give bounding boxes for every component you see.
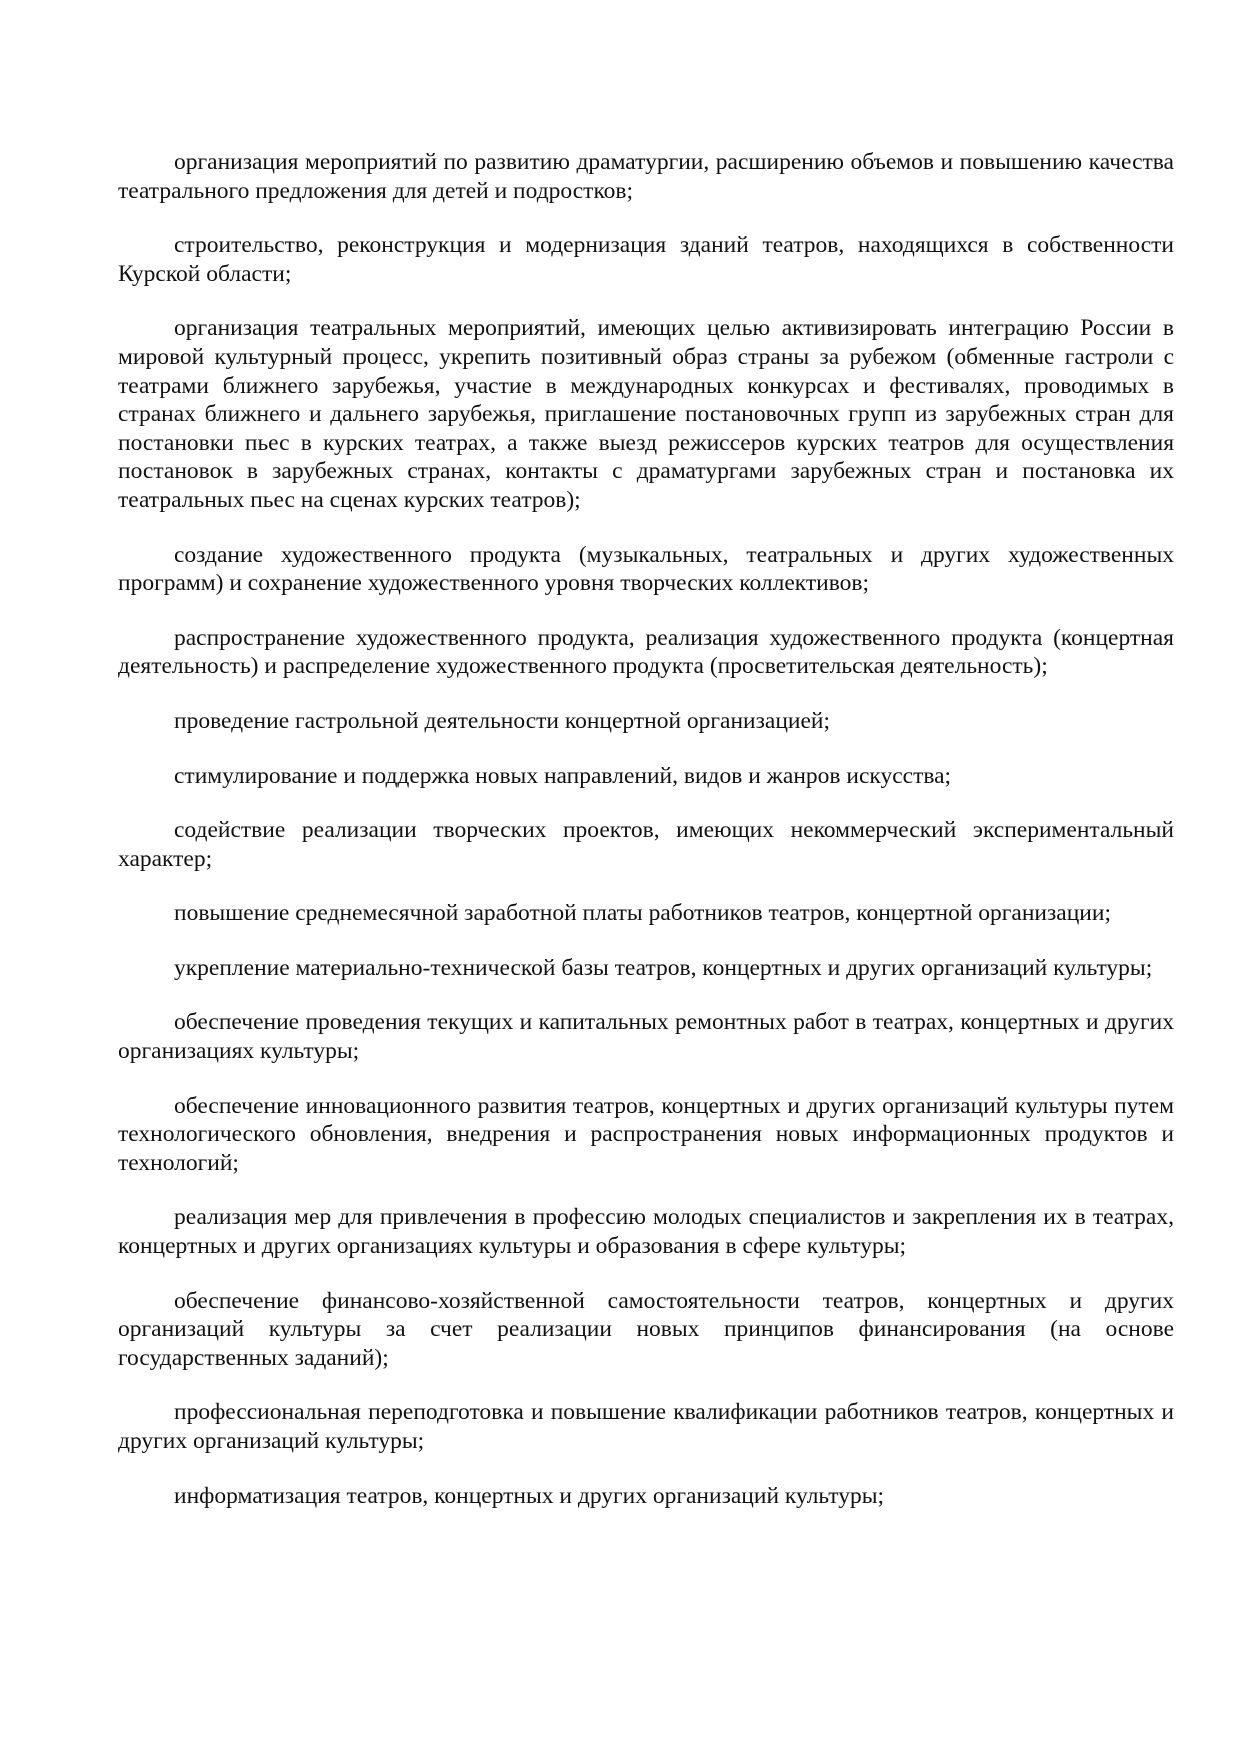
paragraph: организация мероприятий по развитию драматургии, расширению объемов и повышению качества театрального предложения для детей и подростков; <box>118 149 1174 204</box>
paragraph: укрепление материально-технической базы театров, концертных и других организаций культуры; <box>174 954 1153 981</box>
paragraph: стимулирование и поддержка новых направлений, видов и жанров искусства; <box>174 762 952 789</box>
paragraph: обеспечение проведения текущих и капитальных ремонтных работ в театрах, концертных и других организациях культуры; <box>118 1009 1174 1065</box>
paragraph: распространение художественного продукта, реализация художественного продукта (концертная деятельность) и распределение художественного продукта (просветительская деятельность); <box>118 624 1174 680</box>
paragraph: обеспечение финансово-хозяйственной самостоятельности театров, концертных и других организаций культуры за счет реализации новых принципов финансирования (на основе государственных заданий); <box>118 1287 1174 1371</box>
paragraph: информатизация театров, концертных и других организаций культуры; <box>174 1482 885 1509</box>
paragraph: реализация мер для привлечения в профессию молодых специалистов и закрепления их в театрах, концертных и других организациях культуры и образования в сфере культуры; <box>118 1204 1174 1260</box>
paragraph: содействие реализации творческих проектов, имеющих некоммерческий экспериментальный характер; <box>118 817 1174 872</box>
paragraph: повышение среднемесячной заработной платы работников театров, концертной организации; <box>174 900 1111 927</box>
paragraph: обеспечение инновационного развития театров, концертных и других организаций культуры путем технологического обновления, внедрения и распространения новых информационных продуктов и технологий; <box>118 1092 1174 1176</box>
paragraph: строительство, реконструкция и модернизация зданий театров, находящихся в собственности Курской области; <box>118 232 1174 287</box>
paragraph: профессиональная переподготовка и повышение квалификации работников театров, концертных и других организаций культуры; <box>118 1399 1174 1454</box>
paragraph: создание художественного продукта (музыкальных, театральных и других художественных программ) и сохранение художественного уровня творческих коллективов; <box>118 541 1174 597</box>
paragraph: проведение гастрольной деятельности концертной организацией; <box>174 707 831 734</box>
document-body <box>118 148 1174 1536</box>
paragraph: организация театральных мероприятий, имеющих целью активизировать интеграцию России в мировой культурный процесс, укрепить позитивный образ страны за рубежом (обменные гастроли с театрами ближнего зарубежья, участие в международных конкурсах и фестивалях, проводимых в странах ближнего и дальнего зарубежья, приглашение постановочных групп из зарубежных стран для постановки пьес в курских театрах, а также выезд режиссеров курских театров для осуществления постановок в зарубежных странах, контакты с драматургами зарубежных стран и постановка их театральных пьес на сценах курских театров); <box>118 315 1174 513</box>
